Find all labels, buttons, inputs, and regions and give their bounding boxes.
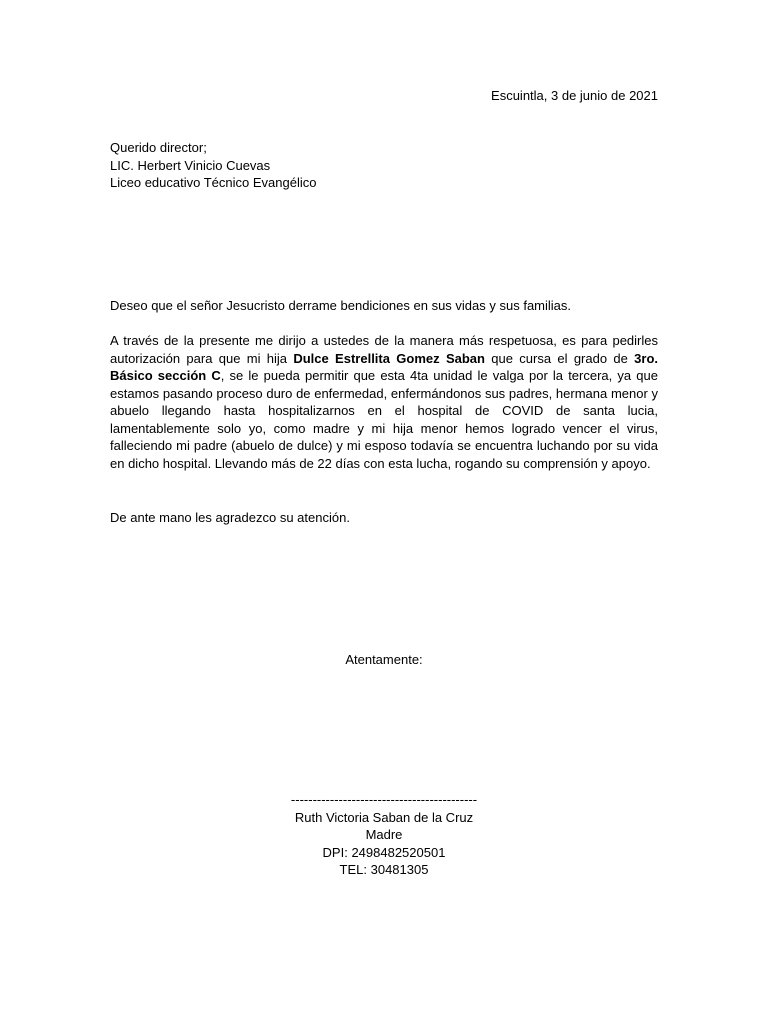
signature-block xyxy=(0,791,768,879)
body-text-part3: , se le pueda permitir que esta 4ta unidad le valga por la tercera, ya que estamos pasando proceso duro de enfermedad, enfermándonos sus padres, hermana menor y abuelo llegando hasta hospitalizarnos en el hospital de COVID de santa lucia, lamentablemente solo yo, como madre y mi hija menor hemos logrado vencer el virus, falleciendo mi padre (abuelo de dulce) y mi esposo todavía se encuentra luchando por su vida en dicho hospital. Llevando más de 22 días con esta lucha, rogando su comprensión y apoyo. xyxy=(110,368,659,471)
signer-name: Ruth Victoria Saban de la Cruz xyxy=(294,809,474,825)
signer-phone: TEL: 30481305 xyxy=(339,862,429,877)
body-text-part2: que cursa el grado de xyxy=(484,350,635,366)
date-line: Escuintla, 3 de junio de 2021 xyxy=(491,88,658,103)
recipient-institution: Liceo educativo Técnico Evangélico xyxy=(110,175,317,190)
signature-line: ------------------------------------------- xyxy=(290,792,478,807)
closing-line: Atentamente: xyxy=(345,652,423,667)
recipient-name: LIC. Herbert Vinicio Cuevas xyxy=(110,157,271,173)
thanks-paragraph: De ante mano les agradezco su atención. xyxy=(110,510,350,525)
body-text-part1: A través de la presente me dirijo a ustedes de la manera más respetuosa, es para pedirles autorización para que mi hija xyxy=(110,333,658,366)
signer-role: Madre xyxy=(365,827,403,842)
greeting-paragraph: Deseo que el señor Jesucristo derrame bendiciones en sus vidas y sus familias. xyxy=(110,298,572,313)
student-grade: 3ro. Básico sección C xyxy=(110,350,659,383)
student-name: Dulce Estrellita Gomez Saban xyxy=(293,350,485,366)
signer-dpi: DPI: 2498482520501 xyxy=(322,844,446,860)
body-paragraph xyxy=(110,332,658,472)
recipient-block xyxy=(110,139,658,192)
recipient-salutation: Querido director; xyxy=(110,140,207,155)
